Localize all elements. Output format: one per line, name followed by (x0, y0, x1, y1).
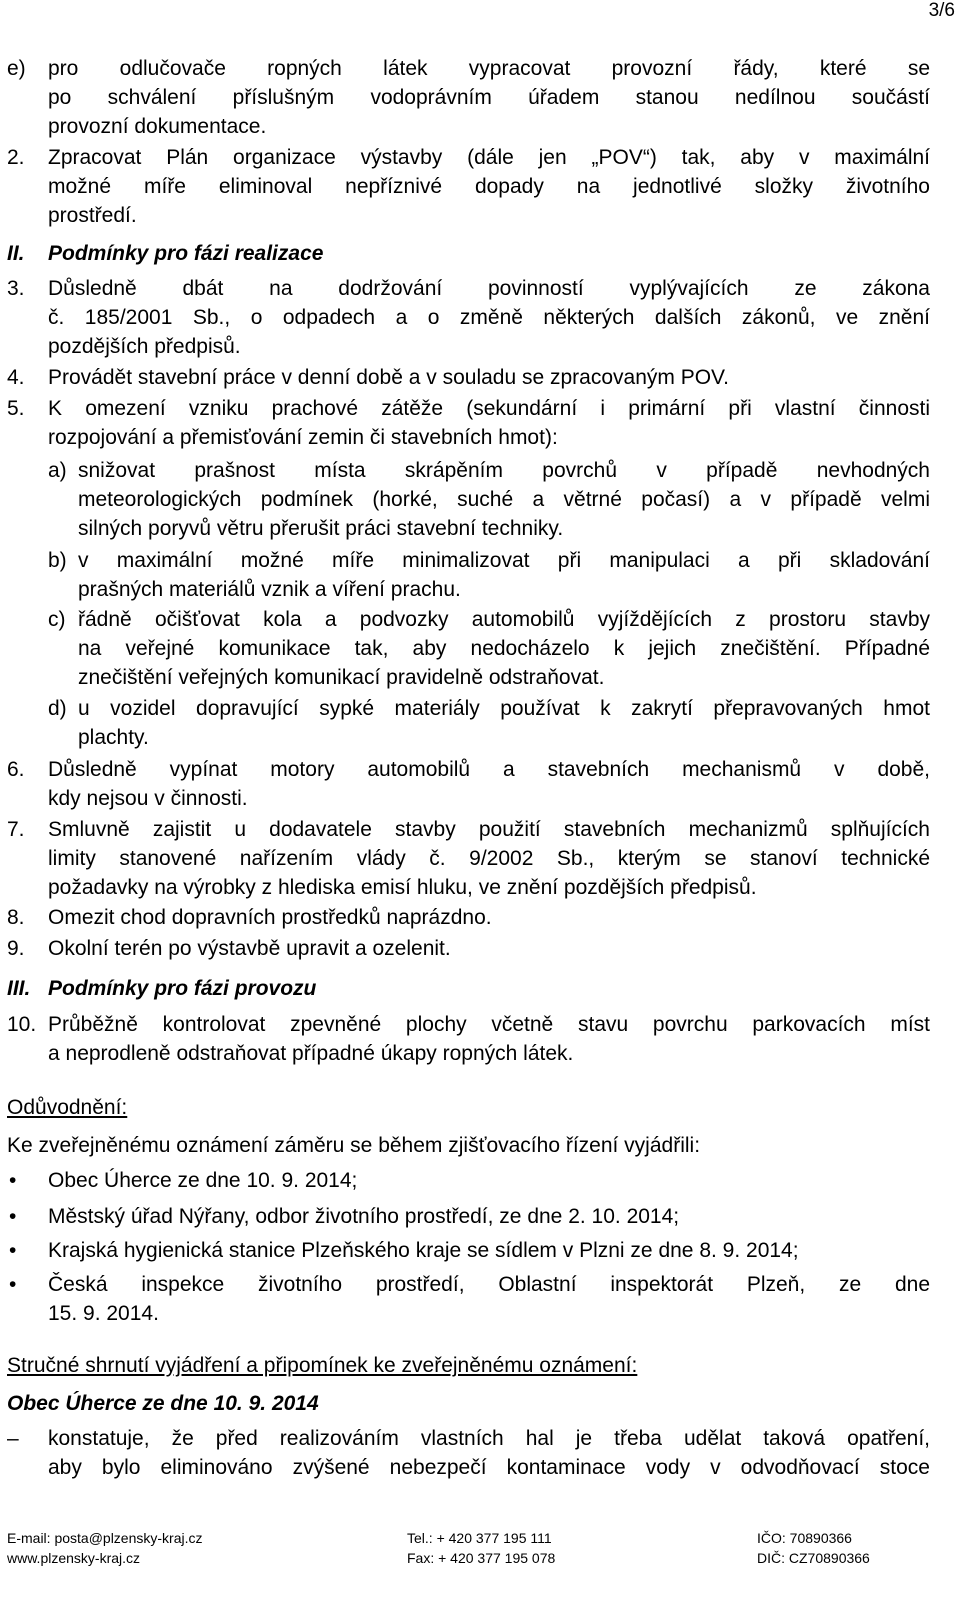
item-label: 5. (7, 397, 25, 420)
page-number: 3/6 (928, 0, 955, 21)
item-line: Důsledně vypínat motory automobilů a stavebních mechanismů v době, (48, 758, 930, 781)
item-label: 7. (7, 818, 25, 841)
item-line: Omezit chod dopravních prostředků naprázdno. (48, 906, 492, 929)
item-label: 2. (7, 146, 25, 169)
obec-line: aby bylo eliminováno zvýšené nebezpečí kontaminace vody v odvodňovací stoce (48, 1456, 930, 1479)
subitem-line: znečištění veřejných komunikací pravidelně odstraňovat. (78, 666, 605, 689)
subitem-line: na veřejné komunikace tak, aby nedocházelo k jejich znečištění. Případné (78, 637, 930, 660)
subitem-line: snižovat prašnost místa skrápěním povrchů v případě nevhodných (78, 459, 930, 482)
item-label: 10. (7, 1013, 37, 1036)
footer-tel: Tel.: + 420 377 195 111 (407, 1530, 552, 1546)
subitem-label: c) (48, 608, 66, 631)
dash-marker: – (7, 1427, 19, 1450)
subitem-line: meteorologických podmínek (horké, suché a větrné počasí) a v případě velmi (78, 488, 930, 511)
section-label: II. (7, 242, 25, 265)
item-line: kdy nejsou v činnosti. (48, 787, 248, 810)
summary-heading: Stručné shrnutí vyjádření a připomínek ke zveřejněnému oznámení: (7, 1354, 638, 1377)
item-line: pro odlučovače ropných látek vypracovat provozní řády, které se (48, 57, 930, 80)
bullet-line: Česká inspekce životního prostředí, Oblastní inspektorát Plzeň, ze dne (48, 1273, 930, 1296)
item-line: K omezení vzniku prachové zátěže (sekundární i primární při vlastní činnosti (48, 397, 930, 420)
bullet-icon: • (9, 1239, 17, 1262)
bullet-line: Obec Úherce ze dne 10. 9. 2014; (48, 1169, 358, 1192)
item-label: 3. (7, 277, 25, 300)
footer-dic: DIČ: CZ70890366 (757, 1550, 870, 1566)
subitem-line: plachty. (78, 726, 149, 749)
item-label: 4. (7, 366, 25, 389)
obec-line: konstatuje, že před realizováním vlastních hal je třeba udělat taková opatření, (48, 1427, 930, 1450)
reasoning-heading: Odůvodnění: (7, 1096, 128, 1119)
obec-heading: Obec Úherce ze dne 10. 9. 2014 (7, 1392, 319, 1415)
item-line: provozní dokumentace. (48, 115, 267, 138)
item-label: e) (7, 57, 26, 80)
bullet-line: Městský úřad Nýřany, odbor životního prostředí, ze dne 2. 10. 2014; (48, 1205, 680, 1228)
bullet-line: Krajská hygienická stanice Plzeňského kraje se sídlem v Plzni ze dne 8. 9. 2014; (48, 1239, 799, 1262)
subitem-line: u vozidel dopravující sypké materiály používat k zakrytí přepravovaných hmot (78, 697, 930, 720)
footer-web: www.plzensky-kraj.cz (7, 1550, 141, 1566)
section-heading: Podmínky pro fázi realizace (48, 242, 324, 265)
reasoning-intro: Ke zveřejněnému oznámení záměru se během zjišťovacího řízení vyjádřili: (7, 1134, 701, 1157)
item-line: pozdějších předpisů. (48, 335, 241, 358)
subitem-label: d) (48, 697, 67, 720)
bullet-icon: • (9, 1273, 17, 1296)
section-heading: Podmínky pro fázi provozu (48, 977, 317, 1000)
item-line: požadavky na výrobky z hlediska emisí hluku, ve znění pozdějších předpisů. (48, 876, 757, 899)
item-line: Provádět stavební práce v denní době a v souladu se zpracovaným POV. (48, 366, 729, 389)
item-line: limity stanovené nařízením vlády č. 9/2002 Sb., kterým se stanoví technické (48, 847, 930, 870)
item-line: prostředí. (48, 204, 137, 227)
item-line: a neprodleně odstraňovat případné úkapy ropných látek. (48, 1042, 574, 1065)
item-line: rozpojování a přemisťování zemin či stavebních hmot): (48, 426, 558, 449)
item-line: Zpracovat Plán organizace výstavby (dále jen „POV“) tak, aby v maximální (48, 146, 930, 169)
footer-email: E-mail: posta@plzensky-kraj.cz (7, 1530, 203, 1546)
section-label: III. (7, 977, 31, 1000)
bullet-icon: • (9, 1169, 17, 1192)
item-line: Průběžně kontrolovat zpevněné plochy včetně stavu povrchu parkovacích míst (48, 1013, 930, 1036)
subitem-line: prašných materiálů vznik a víření prachu. (78, 578, 461, 601)
subitem-label: a) (48, 459, 67, 482)
subitem-line: silných poryvů větru přerušit práci stavební techniky. (78, 517, 564, 540)
subitem-line: v maximální možné míře minimalizovat při manipulaci a při skladování (78, 549, 930, 572)
subitem-label: b) (48, 549, 67, 572)
item-label: 9. (7, 937, 25, 960)
footer-fax: Fax: + 420 377 195 078 (407, 1550, 556, 1566)
item-label: 6. (7, 758, 25, 781)
item-line: po schválení příslušným vodoprávním úřadem stanou nedílnou součástí (48, 86, 930, 109)
bullet-icon: • (9, 1205, 17, 1228)
item-line: Smluvně zajistit u dodavatele stavby použití stavebních mechanizmů splňujících (48, 818, 930, 841)
item-label: 8. (7, 906, 25, 929)
bullet-line: 15. 9. 2014. (48, 1302, 159, 1325)
item-line: Důsledně dbát na dodržování povinností vyplývajících ze zákona (48, 277, 930, 300)
subitem-line: řádně očišťovat kola a podvozky automobilů vyjíždějících z prostoru stavby (78, 608, 930, 631)
item-line: možné míře eliminoval nepříznivé dopady na jednotlivé složky životního (48, 175, 930, 198)
item-line: č. 185/2001 Sb., o odpadech a o změně některých dalších zákonů, ve znění (48, 306, 930, 329)
item-line: Okolní terén po výstavbě upravit a ozelenit. (48, 937, 451, 960)
footer-ico: IČO: 70890366 (757, 1530, 852, 1546)
